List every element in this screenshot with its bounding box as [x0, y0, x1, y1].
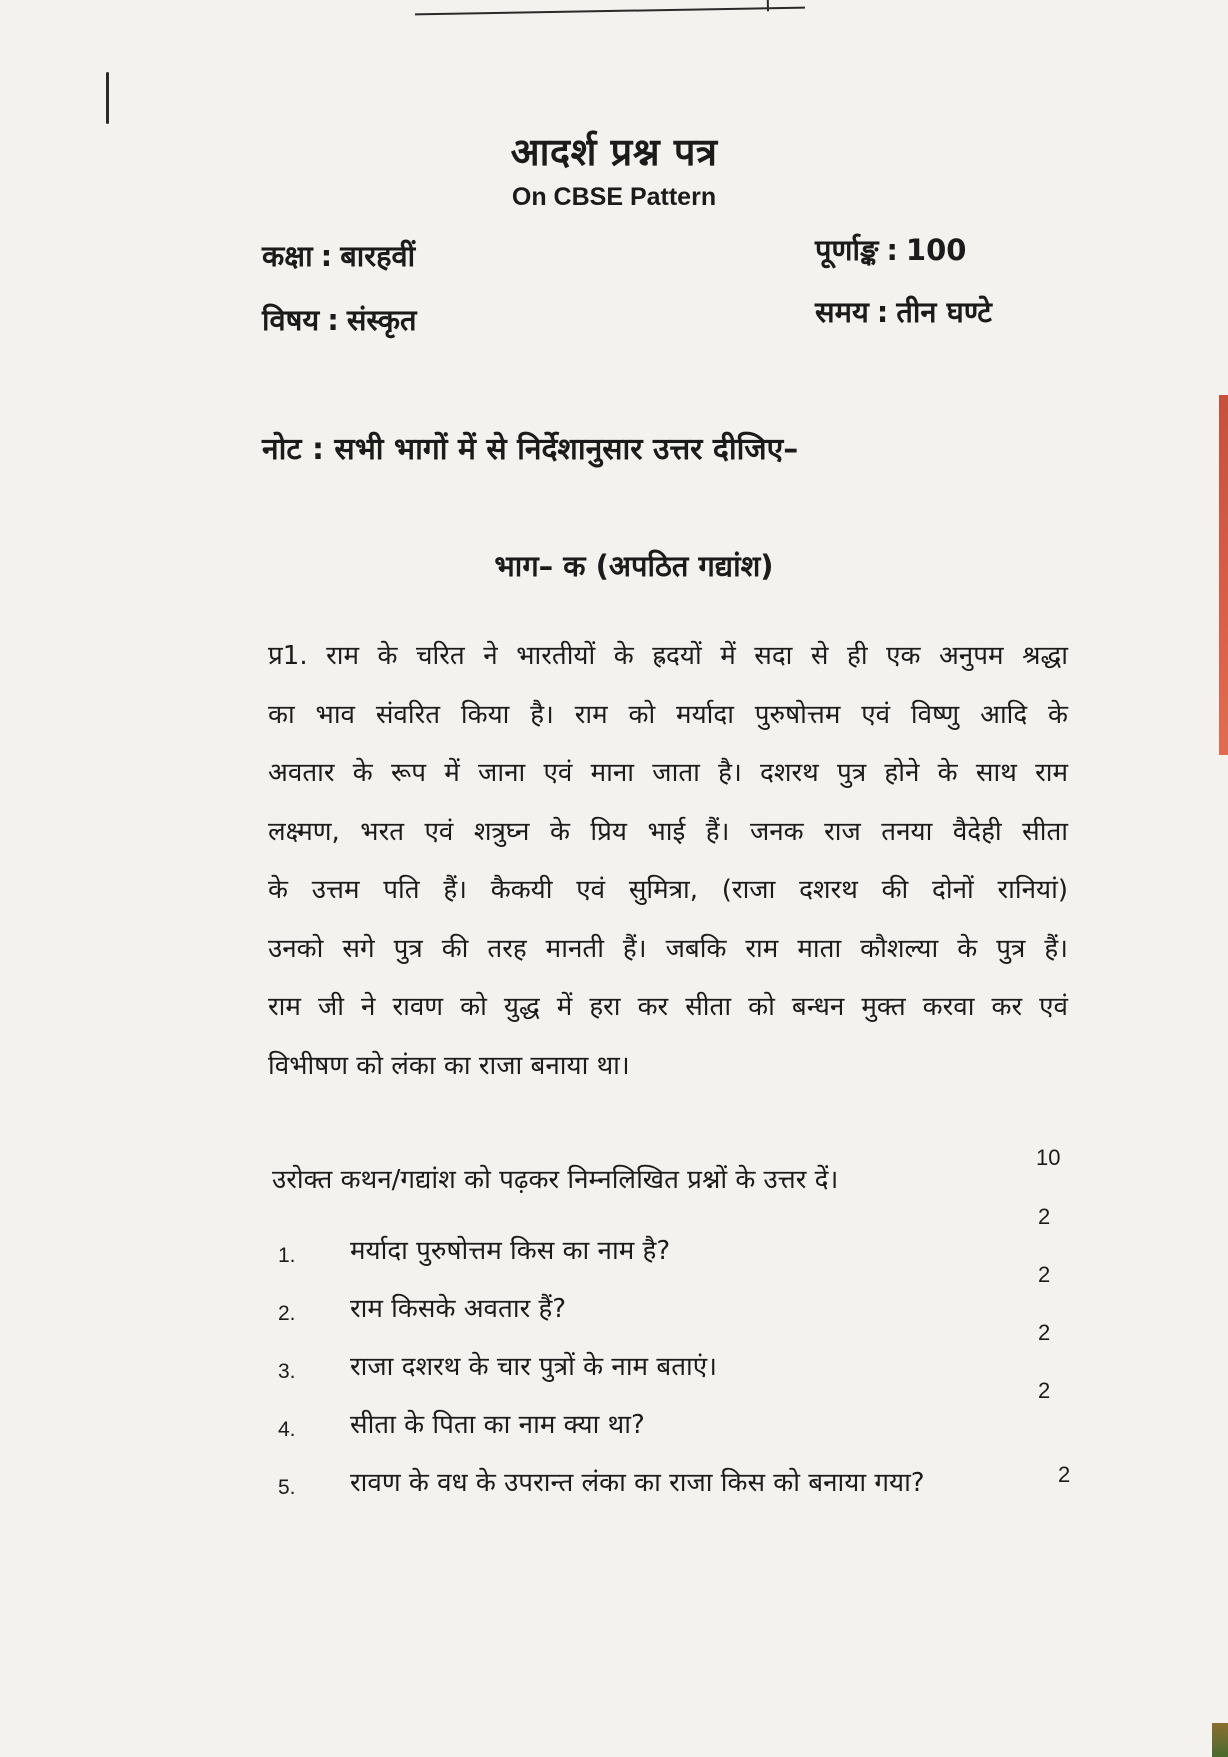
class-value: बारहवीं: [340, 239, 416, 273]
meta-subject: [262, 300, 417, 339]
questions-total-marks: 10: [1036, 1145, 1061, 1170]
question-text: रावण के वध के उपरान्त लंका का राजा किस को बनाया गया?: [350, 1468, 925, 1498]
question-number: 1.: [278, 1244, 296, 1267]
question-number: 3.: [278, 1360, 296, 1383]
passage-line: लक्ष्मण, भरत एवं शत्रुघ्न के प्रिय भाई हैं। जनक राज तनया वैदेही सीता: [268, 816, 1068, 847]
page-edge-corner: [1212, 1723, 1228, 1757]
class-label: कक्षा: [262, 239, 313, 273]
passage-line: विभीषण को लंका का राजा बनाया था।: [268, 1050, 630, 1081]
subject-label: विषय: [262, 303, 320, 337]
question-marks: 2: [1038, 1204, 1051, 1229]
question-number: 4.: [278, 1418, 296, 1441]
question-marks: 2: [1038, 1262, 1051, 1287]
time-value: तीन घण्टे: [896, 295, 992, 329]
time-separator: :: [876, 295, 889, 329]
question-marks: 2: [1038, 1378, 1051, 1403]
meta-full-marks: [815, 230, 966, 269]
question-item: [278, 1262, 1078, 1342]
marks-value: 100: [905, 233, 967, 267]
question-text: राजा दशरथ के चार पुत्रों के नाम बताएं।: [350, 1352, 717, 1382]
subject-separator: :: [327, 303, 339, 337]
question-item: [278, 1378, 1078, 1458]
question-text: राम किसके अवतार हैं?: [350, 1294, 567, 1324]
time-label: समय: [815, 295, 869, 329]
section-heading: भाग– क (अपठित गद्यांश): [494, 549, 774, 583]
paper-title: आदर्श प्रश्न पत्र: [510, 130, 718, 174]
questions-prompt: उरोक्त कथन/गद्यांश को पढ़कर निम्नलिखित प्रश्नों के उत्तर दें।: [272, 1165, 839, 1195]
marks-separator: :: [886, 233, 898, 267]
question-item: [278, 1204, 1078, 1284]
passage-line: का भाव संवरित किया है। राम को मर्यादा पुरुषोत्तम एवं विष्णु आदि के: [268, 699, 1068, 730]
pen-mark-left: [106, 72, 109, 124]
question-marks: 2: [1038, 1320, 1051, 1345]
question-number: 5.: [278, 1476, 296, 1499]
passage-line: के उत्तम पति हैं। कैकयी एवं सुमित्रा, (राजा दशरथ की दोनों रानियां): [268, 875, 1068, 905]
question-item: [278, 1458, 1078, 1516]
paper-subtitle: On CBSE Pattern: [511, 183, 717, 211]
meta-time: [815, 292, 992, 331]
question-text: मर्यादा पुरुषोत्तम किस का नाम है?: [350, 1236, 671, 1266]
instruction-note: नोट : सभी भागों में से निर्देशानुसार उत्तर दीजिए–: [262, 432, 799, 467]
class-separator: :: [320, 239, 333, 273]
unseen-passage: [268, 627, 1068, 1095]
passage-line: उनको सगे पुत्र की तरह मानती हैं। जबकि राम माता कौशल्या के पुत्र हैं।: [268, 933, 1068, 964]
passage-line: अवतार के रूप में जाना एवं माना जाता है। दशरथ पुत्र होने के साथ राम: [268, 758, 1068, 788]
pen-mark-top: [415, 7, 805, 20]
marks-label: पूर्णाङ्क: [815, 233, 879, 267]
question-text: सीता के पिता का नाम क्या था?: [350, 1410, 645, 1440]
subject-value: संस्कृत: [346, 303, 417, 337]
passage-line: राम जी ने रावण को युद्ध में हरा कर सीता को बन्धन मुक्त करवा कर एवं: [268, 992, 1068, 1022]
meta-class: [262, 236, 415, 275]
question-number: 2.: [278, 1302, 296, 1325]
question-item: [278, 1320, 1078, 1400]
passage-line: प्र1. राम के चरित ने भारतीयों के ह्रदयों में सदा से ही एक अनुपम श्रद्धा: [268, 641, 1068, 671]
question-marks: 2: [1058, 1462, 1071, 1487]
